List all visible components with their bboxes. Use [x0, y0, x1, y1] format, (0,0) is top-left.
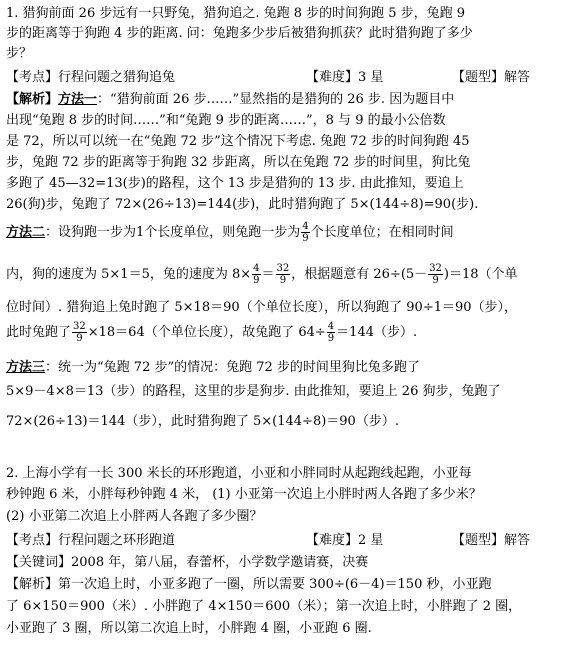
fraction-numerator: 32 [73, 321, 86, 332]
method2-text2a: 内，狗的速度为 5×1＝5，兔的速度为 8× [6, 267, 252, 282]
method2-text4b: ×18＝64（个单位长度），故兔跑了 64÷ [87, 325, 326, 340]
method2-text2b: ＝ [261, 267, 275, 282]
method1-line5: 多跑了 45—32=13(步)的路程，这个 13 步是猎狗的 13 步. 由此推知，要追上 [6, 176, 464, 191]
problem2-nandu: 【难度】2 星 [306, 533, 384, 548]
problem2-question-line2: 秒钟跑 6 米，小胖每秒钟跑 4 米， (1) 小亚第一次追上小胖时两人各跑了多少米？ [6, 487, 482, 502]
method1-line3: 是 72，所以可以统一在“兔跑 72 步”这个情况下考虑. 兔跑 72 步的时间狗跑 45 [6, 134, 470, 149]
problem2-question-line3: (2) 小亚第二次追上小胖两人各跑了多少圈？ [6, 509, 263, 524]
method3-line1 [6, 358, 572, 378]
problem1-question-line1: 1. 猎狗前面 26 步远有一只野兔，猎狗追之. 兔跑 8 步的时间狗跑 5 步，兔跑 9 [6, 6, 466, 21]
fraction-32-9 [276, 263, 291, 286]
problem1-tixing: 【题型】解答 [452, 70, 531, 85]
problem2-solution-line2: 了 6×150＝900（米）. 小胖跑了 4×150＝600（米）；第一次追上时，小胖跑了 2 圈， [6, 599, 522, 614]
method2-line1 [6, 220, 572, 246]
fraction-denominator: 9 [432, 275, 439, 286]
problem1-question-line2: 步的距离等于狗跑 4 步的距离. 问：兔跑多少步后被猎狗抓获？此时猎狗跑了多少 [6, 26, 473, 41]
method2-text4a: 此时兔跑了 [6, 325, 72, 340]
fraction-numerator: 4 [253, 263, 260, 274]
problem2-question-line1: 2. 上海小学有一长 300 米长的环形跑道，小亚和小胖同时从起跑线起跑，小亚每 [6, 466, 472, 481]
problem2-kaodian: 【考点】行程问题之环形跑道 [6, 533, 176, 548]
fraction-denominator: 9 [327, 333, 335, 344]
method2-line4 [6, 320, 572, 346]
fraction-32-9 [72, 321, 87, 344]
fraction-numerator: 4 [327, 321, 335, 332]
fraction-denominator: 9 [76, 333, 83, 344]
method2-text1b: 个长度单位；在相同时间 [310, 225, 454, 240]
method1-label: 方法一 [58, 92, 98, 107]
fraction-4-9 [252, 263, 260, 286]
method3-line2: 5×9－4×8＝13（步）的路程，这里的步是狗步. 由此推知，要追上 26 狗步，兔跑了 [6, 384, 501, 399]
fraction-denominator: 9 [253, 275, 260, 286]
method3-text1: ：统一为“兔跑 72 步”的情况：兔跑 72 步的时间里狗比兔多跑了 [45, 360, 420, 375]
method2-text1a: ：设狗跑一步为1个长度单位，则兔跑一步为 [45, 225, 301, 240]
method1-line1 [6, 90, 572, 110]
method2-line2 [6, 262, 572, 288]
method2-label: 方法二 [6, 225, 46, 240]
problem1-nandu: 【难度】3 星 [306, 70, 384, 85]
problem1-question-line3: 步？ [6, 46, 33, 61]
problem2-solution-line3: 小亚跑了 3 圈，所以第二次追上时，小胖跑 4 圈，小亚跑 6 圈. [6, 621, 372, 636]
problem2-meta-row [6, 531, 572, 551]
method3-line3: 72×(26÷13)＝144（步），此时猎狗跑了 5×(144÷8)＝90（步）. [6, 414, 399, 429]
fraction-denominator: 9 [302, 233, 309, 244]
method2-line3: 位时间）. 猎狗追上兔时跑了 5×18＝90（个单位长度），所以狗跑了 90÷1＝90（步）， [6, 300, 518, 315]
method1-line2: 出现“兔跑 8 步的时间……”和“兔跑 9 步的距离……”，8 与 9 的最小公倍数 [6, 113, 446, 128]
fraction-numerator: 32 [276, 263, 290, 274]
fraction-numerator: 32 [429, 263, 442, 274]
method2-text2c: ，根据题意有 26÷(5－ [291, 267, 428, 282]
method2-text4c: ＝144（步）. [336, 325, 418, 340]
fraction-32-9 [428, 263, 443, 286]
fraction-denominator: 9 [279, 275, 287, 286]
method1-line6: 26(狗)步，兔跑了 72×(26÷13)=144(步)，此时猎狗跑了 5×(144÷8)=90(步). [6, 197, 479, 212]
fraction-numerator: 4 [302, 221, 309, 232]
analysis-tag: 【解析】 [6, 92, 59, 107]
problem1-meta-row [6, 68, 572, 88]
method2-text2d: )＝18（个单 [443, 267, 518, 282]
method1-text1: ：“猎狗前面 26 步……”显然指的是猎狗的 26 步. 因为题目中 [97, 92, 455, 107]
problem2-tixing: 【题型】解答 [452, 533, 531, 548]
method3-label: 方法三 [6, 360, 46, 375]
problem1-kaodian: 【考点】行程问题之猎狗追兔 [6, 70, 176, 85]
fraction-4-9 [301, 221, 309, 244]
problem2-solution-line1: 【解析】第一次追上时，小亚多跑了一圈，所以需要 300÷(6－4)＝150 秒，小亚跑 [6, 577, 492, 592]
fraction-4-9 [327, 321, 335, 344]
method1-line4: 步，兔跑 72 步的距离等于狗跑 32 步距离，所以在兔跑 72 步的时间里，狗比兔 [6, 155, 471, 170]
problem2-keywords: 【关键词】2008 年，第八届，春蕾杯，小学数学邀请赛，决赛 [6, 555, 369, 570]
